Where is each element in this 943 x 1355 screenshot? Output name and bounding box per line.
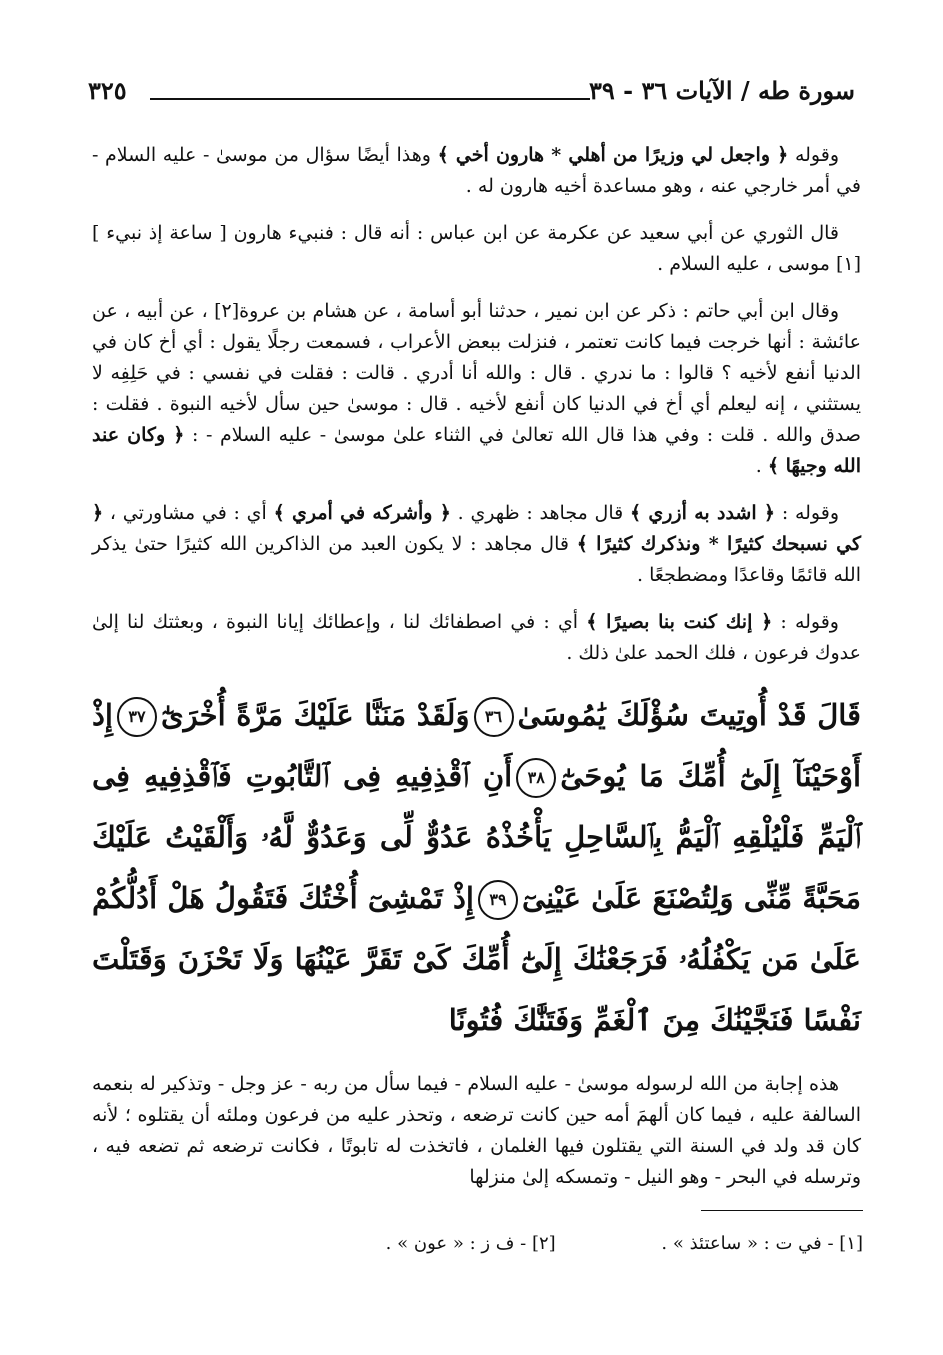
- text-run: أَنِ ٱقْذِفِيهِ فِى ٱلتَّابُوتِ فَٱقْذِفِيهِ فِى ٱلْيَمِّ فَلْيُلْقِهِ ٱلْيَمُّ بِٱلسَّاحِلِ يَأْخُذْهُ عَدُوٌّ لِّى وَعَدُوٌّ لَّهُۥ وَأَلْقَيْتُ عَلَيْكَ مَحَبَّةً مِّنِّى وَلِتُصْنَعَ عَلَىٰ عَيْنِىٓ: [92, 759, 861, 915]
- commentary-paragraph: [92, 498, 861, 591]
- verse-number-marker: ٣٧: [117, 697, 157, 737]
- verse-number-marker: ٣٦: [474, 697, 514, 737]
- footnote-2: [٢] - ف ز : « عون » .: [385, 1233, 556, 1254]
- page-number: ٣٢٥: [88, 76, 127, 105]
- quran-quote: ﴿ اشدد به أزري ﴾: [629, 502, 776, 524]
- verse-number-marker: ٣٩: [478, 880, 518, 920]
- text-run: أي : في اصطفائك لنا ، وإعطائك إيانا النبوة ، وبعثتك لنا إلىٰ عدوك فرعون ، فلك الحمد علىٰ ذلك .: [92, 611, 861, 664]
- text-run: قال مجاهد : ظهري .: [450, 502, 630, 524]
- commentary-paragraph: [92, 218, 861, 280]
- text-run: قال الثوري عن أبي سعيد عن عكرمة عن ابن عباس : أنه قال : فنبيء هارون [ ساعة إذ نبيء ][١] موسى ، عليه السلام .: [92, 222, 861, 275]
- text-run: إِذْ أَوْحَيْنَآ إِلَىٰٓ أُمِّكَ مَا يُوحَىٰٓ: [92, 698, 862, 793]
- verse-number-marker: ٣٨: [516, 758, 556, 798]
- commentary-paragraph: [92, 607, 861, 669]
- quran-quote: ﴿ وأشركه في أمري ﴾: [273, 502, 451, 524]
- page-header: [88, 76, 855, 116]
- text-run: قَالَ قَدْ أُوتِيتَ سُؤْلَكَ يَٰمُوسَىٰ: [517, 698, 861, 732]
- commentary-paragraph: [92, 140, 861, 202]
- text-run: إِذْ تَمْشِىٓ أُخْتُكَ فَتَقُولُ هَلْ أَدُلُّكُمْ عَلَىٰ مَن يَكْفُلُهُۥ فَرَجَعْنَٰكَ إِلَىٰٓ أُمِّكَ كَىْ تَقَرَّ عَيْنُهَا وَلَا تَحْزَنَ وَقَتَلْتَ نَفْسًا فَنَجَّيْنَٰكَ مِنَ ٱلْغَمِّ وَفَتَنَّٰكَ فُتُونًا: [92, 881, 861, 1037]
- text-run: وقوله :: [775, 502, 840, 524]
- footnotes: [250, 1230, 863, 1258]
- quran-verse-block: [92, 685, 861, 1051]
- commentary-paragraph: [92, 296, 861, 482]
- header-rule: [150, 98, 590, 100]
- quran-quote: ﴿ وكان عند الله وجيهًا ﴾: [92, 424, 861, 477]
- quran-quote: ﴿ واجعل لي وزيرًا من أهلي * هارون أخي ﴾: [437, 144, 789, 166]
- text-run: وقال ابن أبي حاتم : ذكر عن ابن نمير ، حدثنا أبو أسامة ، عن هشام بن عروة[٢] ، عن أبيه ، عن عائشة : أنها خرجت فيما كانت تعتمر ، فنزلت ببعض الأعراب ، فسمعت رجلًا يقول : أي أخ كان في الدنيا أنفع لأخيه ؟ قالوا : ما ندري . قال : والله أنا أدري . قالت : فقلت في نفسي : في حَلِفِه لا يستثني ، إنه ليعلم أي أخ في الدنيا كان أنفع لأخيه . قال : موسىٰ حين سأل لأخيه النبوة . فقلت : صدق والله . قلت : وفي هذا قال الله تعالىٰ في الثناء علىٰ موسىٰ - عليه السلام - :: [92, 300, 862, 446]
- text-run: وَلَقَدْ مَنَنَّا عَلَيْكَ مَرَّةً أُخْرَىٰٓ: [160, 698, 470, 732]
- quran-quote: ﴿ كي نسبحك كثيرًا * ونذكرك كثيرًا ﴾: [92, 502, 861, 555]
- text-run: .: [755, 455, 768, 477]
- text-run: وقوله: [788, 144, 839, 166]
- commentary-final-paragraph: [92, 1069, 861, 1193]
- text-run: هذه إجابة من الله لرسوله موسىٰ - عليه السلام - فيما سأل من ربه - عز وجل - وتذكير له بنعمه السالفة عليه ، فيما كان ألهمَ أمه حين كانت ترضعه ، وتحذر عليه من فرعون وملئه أن يقتلوه ؛ لأنه كان قد ولد في السنة التي يقتلون فيها الغلمان ، فاتخذت له تابوتًا ، فكانت ترضعه ثم تضعه فيه ، وترسله في البحر - وهو النيل - وتمسكه إلىٰ منزلها: [92, 1073, 861, 1188]
- text-run: وهذا أيضًا سؤال من موسىٰ - عليه السلام - في أمر خارجي عنه ، وهو مساعدة أخيه هارون له .: [92, 144, 861, 197]
- footnote-1: [١] - في ت : « ساعتئذ » .: [661, 1233, 863, 1254]
- quran-quote: ﴿ إنك كنت بنا بصيرًا ﴾: [586, 611, 773, 633]
- commentary-paragraphs: [92, 140, 861, 669]
- footnote-rule: [701, 1210, 863, 1211]
- text-run: أي : في مشاورتي ،: [103, 502, 274, 524]
- page-body: [92, 140, 861, 1209]
- text-run: وقوله :: [772, 611, 839, 633]
- running-title: سورة طه / الآيات ٣٦ - ٣٩: [588, 76, 855, 105]
- text-run: قال مجاهد : لا يكون العبد من الذاكرين الله كثيرًا حتىٰ يذكر الله قائمًا وقاعدًا ومضطجعًا .: [92, 533, 861, 586]
